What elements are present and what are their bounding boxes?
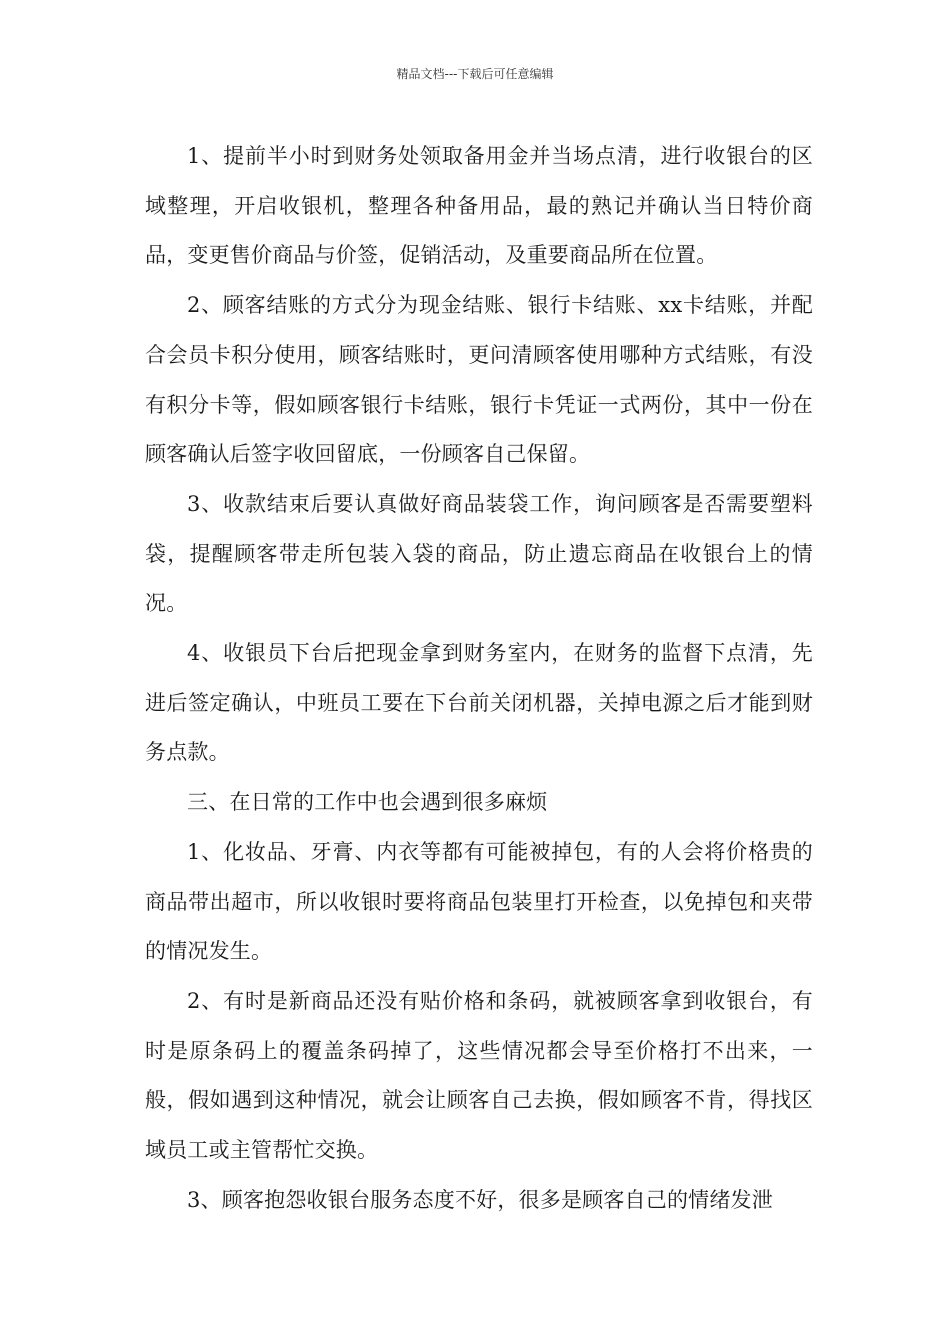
paragraph-6: 2、有时是新商品还没有贴价格和条码，就被顾客拿到收银台，有时是原条码上的覆盖条码掉了，这些情况都会导至价格打不出来，一般，假如遇到这种情况，就会让顾客自己去换，假如顾客不肯，得找区域员工或主管帮忙交换。 [145, 988, 813, 1163]
paragraph-7: 3、顾客抱怨收银台服务态度不好，很多是顾客自己的情绪发泄 [187, 1187, 773, 1212]
document-body [145, 132, 813, 1225]
paragraph-4: 4、收银员下台后把现金拿到财务室内，在财务的监督下点清，先进后签定确认，中班员工要在下台前关闭机器，关掉电源之后才能到财务点款。 [145, 641, 813, 765]
paragraph-1: 1、提前半小时到财务处领取备用金并当场点清，进行收银台的区域整理，开启收银机，整理各种备用品，最的熟记并确认当日特价商品，变更售价商品与价签，促销活动，及重要商品所在位置。 [145, 144, 813, 268]
paragraph-3: 3、收款结束后要认真做好商品装袋工作，询问顾客是否需要塑料袋，提醒顾客带走所包装入袋的商品，防止遗忘商品在收银台上的情况。 [145, 491, 813, 616]
section-heading: 三、在日常的工作中也会遇到很多麻烦 [187, 790, 548, 815]
paragraph-2: 2、顾客结账的方式分为现金结账、银行卡结账、xx卡结账，并配合会员卡积分使用，顾客结账时，更问清顾客使用哪种方式结账，有没有积分卡等，假如顾客银行卡结账，银行卡凭证一式两份，其中一份在顾客确认后签字收回留底，一份顾客自己保留。 [145, 293, 813, 467]
page-header: 精品文档---下载后可任意编辑 [396, 67, 554, 81]
paragraph-5: 1、化妆品、牙膏、内衣等都有可能被掉包，有的人会将价格贵的商品带出超市，所以收银时要将商品包装里打开检查，以免掉包和夹带的情况发生。 [145, 839, 813, 964]
